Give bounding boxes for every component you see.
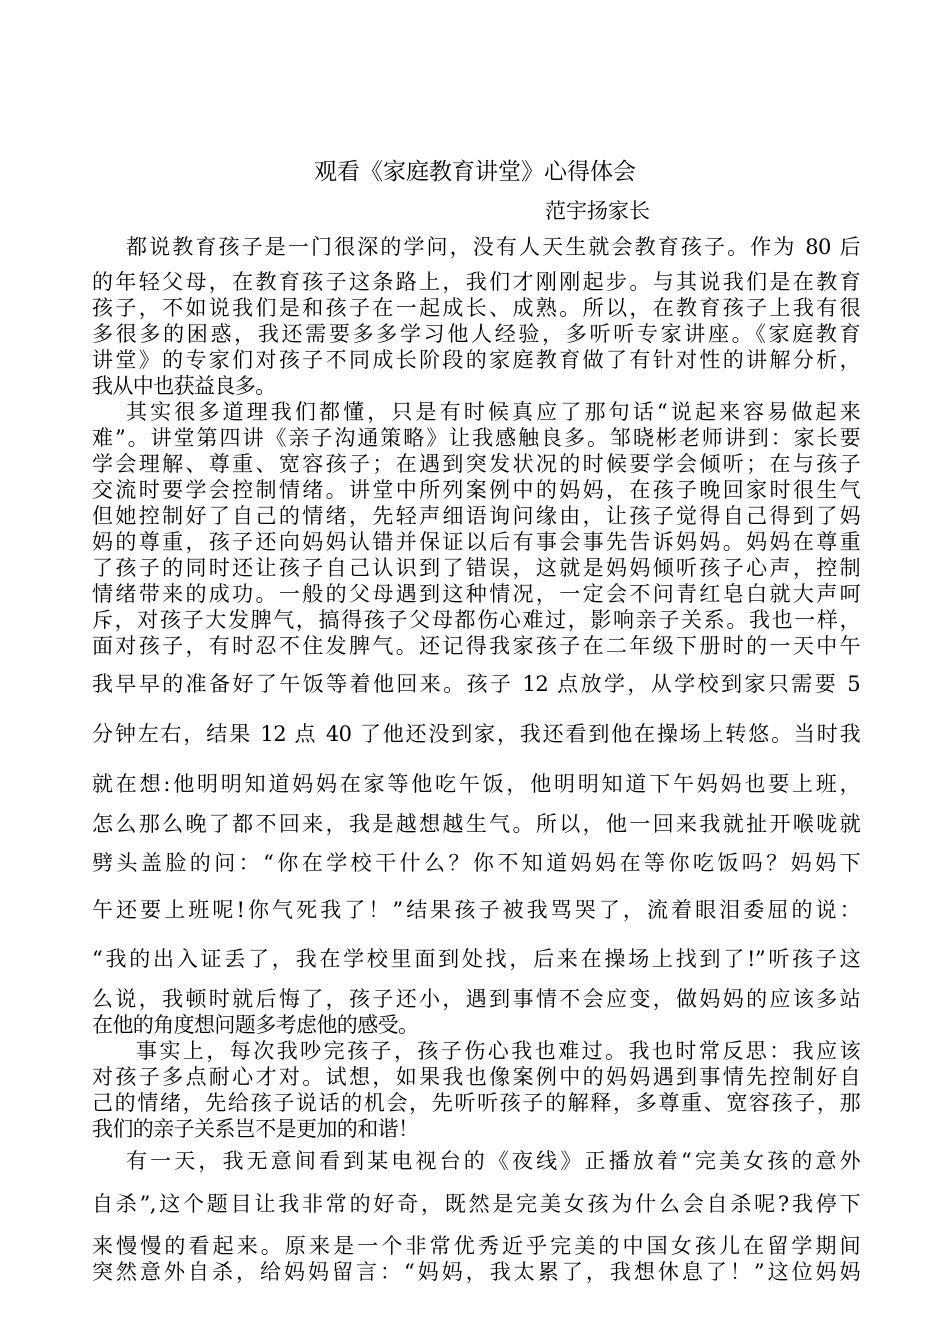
paragraph-line: 午还要上班呢!你气死我了！”结果孩子被我骂哭了，流着眼泪委屈的说：: [92, 898, 860, 922]
paragraph-line: 的年轻父母，在教育孩子这条路上，我们才刚刚起步。与其说我们是在教育: [92, 270, 860, 294]
paragraph-line: 突然意外自杀，给妈妈留言：“妈妈，我太累了，我想休息了！”这位妈妈: [92, 1260, 860, 1284]
paragraph-line: 有一天，我无意间看到某电视台的《夜线》正播放着“完美女孩的意外: [126, 1149, 860, 1173]
paragraph-line: 孩子，不如说我们是和孩子在一起成长、成熟。所以，在教育孩子上我有很: [92, 296, 860, 320]
paragraph-line: 我早早的准备好了午饭等着他回来。孩子 12 点放学，从学校到家只需要 5: [92, 672, 860, 696]
paragraph-line: 其实很多道理我们都懂，只是有时候真应了那句话“说起来容易做起来: [126, 400, 860, 424]
paragraph-line: 妈的尊重，孩子还向妈妈认错并保证以后有事会事先告诉妈妈。妈妈在尊重: [92, 530, 860, 554]
paragraph-line: 来慢慢的看起来。原来是一个非常优秀近乎完美的中国女孩儿在留学期间: [92, 1234, 860, 1258]
paragraph-line: 都说教育孩子是一门很深的学问，没有人天生就会教育孩子。作为 80 后: [126, 235, 860, 259]
paragraph-line: 在他的角度想问题多考虑他的感受。: [92, 1013, 419, 1037]
paragraph-line: 自杀”,这个题目让我非常的好奇，既然是完美女孩为什么会自杀呢?我停下: [92, 1192, 860, 1216]
paragraph-line: 难”。讲堂第四讲《亲子沟通策略》让我感触良多。邹晓彬老师讲到：家长要: [92, 426, 860, 450]
paragraph-line: 情绪带来的成功。一般的父母遇到这种情况，一定会不问青红皂白就大声呵: [92, 582, 860, 606]
paragraph-line: 么说，我顿时就后悔了，孩子还小，遇到事情不会应变，做妈妈的应该多站: [92, 987, 860, 1011]
paragraph-line: 劈头盖脸的问：“你在学校干什么？你不知道妈妈在等你吃饭吗？妈妈下: [92, 851, 860, 875]
paragraph-line: 怎么那么晚了都不回来，我是越想越生气。所以，他一回来我就扯开喉咙就: [92, 812, 860, 836]
paragraph-line: 多很多的困惑，我还需要多多学习他人经验，多听听专家讲座。《家庭教育: [92, 322, 860, 346]
paragraph-line: 己的情绪，先给孩子说话的机会，先听听孩子的解释，多尊重、宽容孩子，那: [92, 1091, 860, 1115]
paragraph-line: 我从中也获益良多。: [92, 374, 276, 398]
paragraph-line: 了孩子的同时还让孩子自己认识到了错误，这就是妈妈倾听孩子心声，控制: [92, 556, 860, 580]
paragraph-line: 交流时要学会控制情绪。讲堂中所列案例中的妈妈，在孩子晚回家时很生气: [92, 478, 860, 502]
paragraph-line: “我的出入证丢了，我在学校里面到处找，后来在操场上找到了!”听孩子这: [92, 947, 860, 971]
document-title: 观看《家庭教育讲堂》心得体会: [314, 159, 636, 185]
document-author: 范宇扬家长: [545, 199, 650, 223]
paragraph-line: 但她控制好了自己的情绪，先轻声细语询问缘由，让孩子觉得自己得到了妈: [92, 504, 860, 528]
paragraph-line: 事实上，每次我吵完孩子，孩子伤心我也难过。我也时常反思：我应该: [136, 1039, 860, 1063]
paragraph-line: 学会理解、尊重、宽容孩子；在遇到突发状况的时候要学会倾听；在与孩子: [92, 452, 860, 476]
paragraph-line: 面对孩子，有时忍不住发脾气。还记得我家孩子在二年级下册时的一天中午: [92, 634, 860, 658]
paragraph-line: 斥，对孩子大发脾气，搞得孩子父母都伤心难过，影响亲子关系。我也一样，: [92, 608, 860, 632]
paragraph-line: 对孩子多点耐心才对。试想，如果我也像案例中的妈妈遇到事情先控制好自: [92, 1065, 860, 1089]
paragraph-line: 就在想:他明明知道妈妈在家等他吃午饭，他明明知道下午妈妈也要上班，: [92, 772, 860, 796]
paragraph-line: 讲堂》的专家们对孩子不同成长阶段的家庭教育做了有针对性的讲解分析，: [92, 348, 860, 372]
paragraph-line: 分钟左右，结果 12 点 40 了他还没到家，我还看到他在操场上转悠。当时我: [92, 722, 860, 746]
paragraph-line: 我们的亲子关系岂不是更加的和谐！: [92, 1117, 419, 1141]
